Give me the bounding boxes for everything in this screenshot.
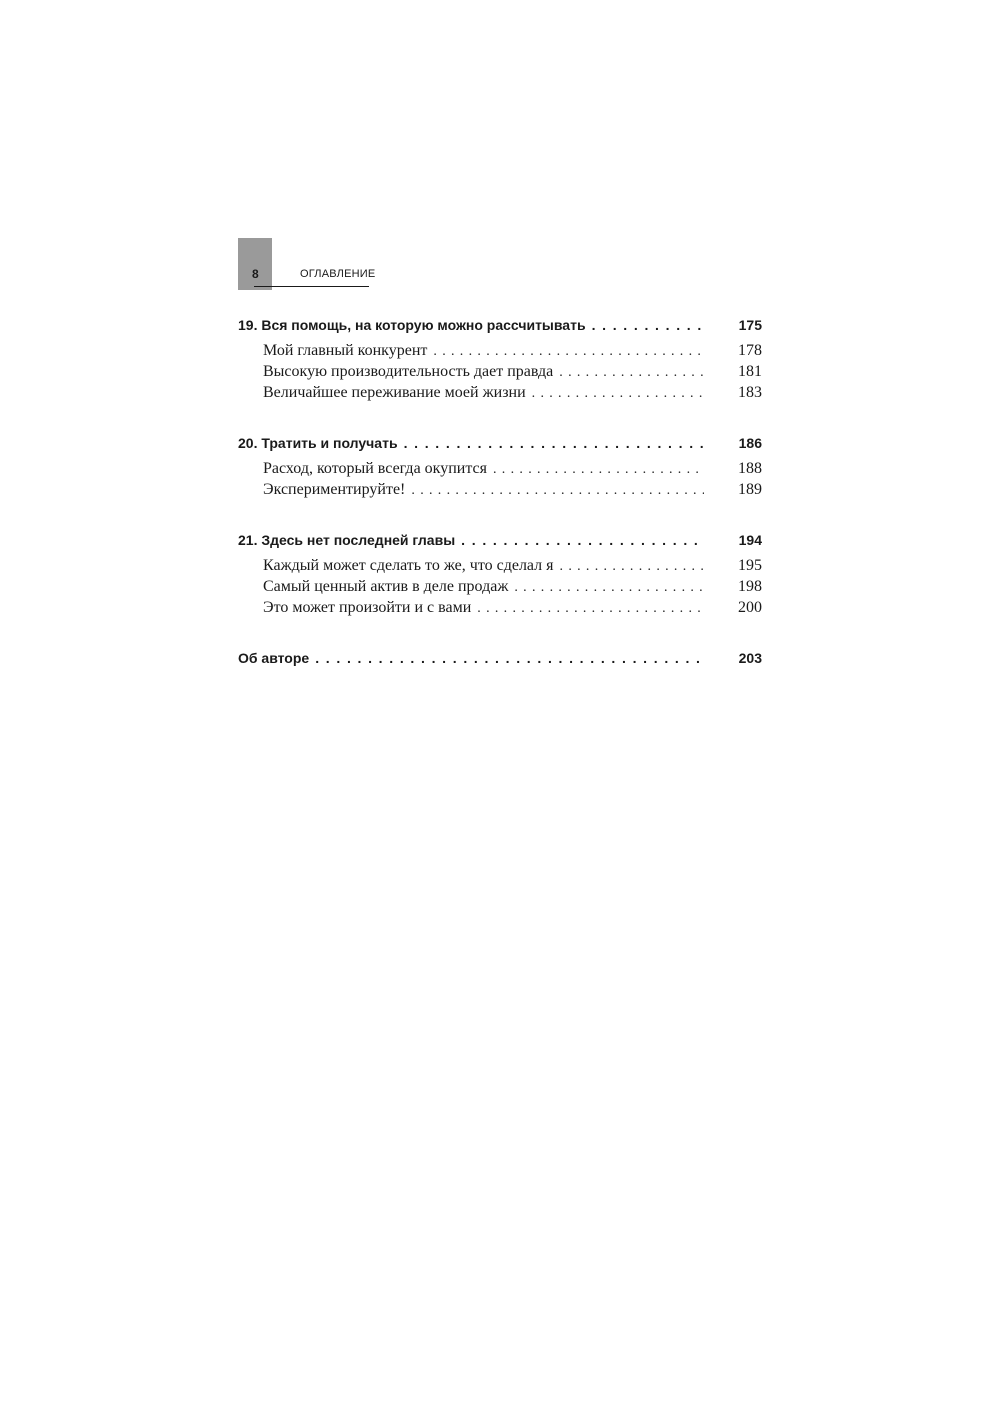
toc-dot-leader [404, 432, 704, 454]
toc-chapter-entry[interactable] [238, 314, 762, 336]
toc-page-number: 195 [738, 557, 762, 574]
toc-chapter-block [238, 314, 762, 403]
page-number: 8 [252, 267, 259, 281]
toc-chapter-title: 20. Тратить и получать [238, 432, 404, 454]
toc-section-entry[interactable] [238, 479, 762, 500]
toc-chapter-block [238, 432, 762, 500]
toc-dot-leader [559, 362, 704, 383]
toc-dot-leader [461, 529, 704, 551]
toc-section-entry[interactable] [238, 361, 762, 382]
toc-dot-leader [477, 598, 704, 619]
toc-chapter-title: 19. Вся помощь, на которую можно рассчитывать [238, 314, 592, 336]
toc-section-entry[interactable] [238, 576, 762, 597]
toc-dot-leader [514, 577, 704, 598]
toc-page-number: 188 [738, 460, 762, 477]
toc-section-entry[interactable] [238, 597, 762, 618]
toc-section-title: Величайшее переживание моей жизни [263, 382, 532, 403]
toc-page-number: 200 [738, 599, 762, 616]
toc-page-number: 178 [738, 342, 762, 359]
toc-dot-leader [532, 383, 704, 404]
toc-chapter-entry[interactable] [238, 529, 762, 551]
toc-chapter-title: Об авторе [238, 647, 315, 669]
toc-chapter-title: 21. Здесь нет последней главы [238, 529, 461, 551]
toc-page-number: 181 [738, 363, 762, 380]
toc-dot-leader [433, 341, 704, 362]
toc-page-number: 183 [738, 384, 762, 401]
toc-page-number: 186 [738, 435, 762, 451]
toc-section-entry[interactable] [238, 382, 762, 403]
page-header [238, 238, 378, 290]
header-rule [254, 286, 369, 287]
toc-section-entry[interactable] [238, 458, 762, 479]
toc-section-entry[interactable] [238, 555, 762, 576]
toc-dot-leader [411, 480, 704, 501]
running-title: ОГЛАВЛЕНИЕ [300, 268, 376, 280]
toc-chapter-entry[interactable] [238, 432, 762, 454]
toc-chapter-entry[interactable] [238, 647, 762, 669]
toc-chapter-block [238, 647, 762, 669]
toc-dot-leader [493, 459, 704, 480]
toc-dot-leader [560, 556, 704, 577]
toc-section-title: Мой главный конкурент [263, 340, 433, 361]
toc-page-number: 189 [738, 481, 762, 498]
toc-section-title: Экспериментируйте! [263, 479, 411, 500]
toc-page-number: 175 [738, 317, 762, 333]
toc-section-title: Самый ценный актив в деле продаж [263, 576, 514, 597]
toc-section-title: Высокую производительность дает правда [263, 361, 559, 382]
toc-dot-leader [315, 647, 704, 669]
page-number-tab [238, 238, 272, 290]
toc-page-number: 198 [738, 578, 762, 595]
toc-chapter-block [238, 529, 762, 618]
table-of-contents [238, 314, 762, 698]
toc-section-title: Каждый может сделать то же, что сделал я [263, 555, 560, 576]
toc-section-title: Это может произойти и с вами [263, 597, 477, 618]
toc-page-number: 203 [738, 650, 762, 666]
toc-section-title: Расход, который всегда окупится [263, 458, 493, 479]
toc-page-number: 194 [738, 532, 762, 548]
toc-section-entry[interactable] [238, 340, 762, 361]
toc-dot-leader [592, 314, 704, 336]
